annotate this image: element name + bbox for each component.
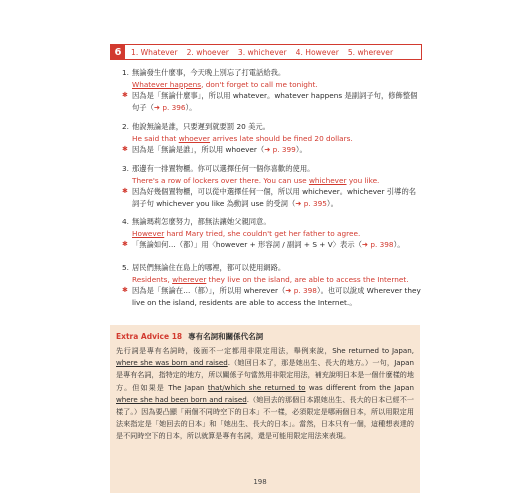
example-5	[122, 262, 422, 308]
english-sentence: Whatever happens, don't forget to call me tonight.	[132, 79, 318, 89]
english-sentence: There's a row of lockers over there. You can use whichever you like.	[132, 175, 380, 185]
answer-underline: Whatever happens	[132, 79, 202, 89]
example-2	[122, 121, 422, 156]
chinese-sentence: 無論瑪莉怎麼努力，都無法讓她父親同意。	[132, 217, 271, 226]
example-number: 5.	[122, 263, 129, 272]
answer-underline: whichever	[308, 175, 347, 185]
chinese-sentence: 無論發生什麼事，今天晚上別忘了打電話給我。	[132, 68, 286, 77]
example-number: 4.	[122, 217, 129, 226]
explanation-note: ✱ 因為好幾個置物櫃，可以從中選擇任何一個，所以用 whichever。whichever 引導的名詞子句 whichever you like 為動詞 use 的受詞（➜ p. 395）。	[122, 187, 417, 208]
english-sentence: However hard Mary tried, she couldn't get her father to agree.	[132, 228, 361, 238]
answer-underline: whoever	[178, 133, 211, 143]
chinese-sentence: 居民們無論住在島上的哪裡，都可以使用網路。	[132, 263, 286, 272]
example-number: 3.	[122, 164, 129, 173]
answer-options-box	[110, 44, 422, 60]
advice-body: 先行詞是專有名詞時，後面不一定都用非限定用法，舉例來說，She returned to Japan, where she was born and raised.（她回日本了，那是她出生、長大的地方。）一句，Japan 是專有名詞，指特定的地方，所以關係子句當然用非限定用法，補充說明日本是一個什麼樣的地方。但如果是 The Japan that/which she returned to was different from the Japan where she had been born and raised.（她回去的那個日本跟她出生、長大的日本已經不一樣了。）因為要凸顯「兩個不同時空下的日本」不一樣，必須限定是哪兩個日本，所以用限定用法來指定是「她回去的日本」和「她出生、長大的日本」。當然，日本只有一個，這種想表達的是不同時空下的日本，所以就算是專有名詞，還是可能用限定用法來表現。	[116, 346, 414, 441]
answer-underline: However	[132, 228, 165, 238]
english-sentence: He said that whoever arrives late should be fined 20 dollars.	[132, 133, 353, 143]
option-2: 2. whoever	[186, 47, 229, 57]
option-5: 5. wherever	[347, 47, 394, 57]
chinese-sentence: 他說無論是誰，只要遲到就要罰 20 美元。	[132, 122, 270, 131]
advice-label: Extra Advice 18	[116, 331, 183, 341]
option-1: 1. Whatever	[131, 47, 178, 57]
advice-header	[116, 329, 414, 343]
note-star-icon: ✱	[122, 240, 128, 248]
explanation-note: ✱ 因為是「無論是誰」，所以用 whoever（➜ p. 399）。	[122, 145, 307, 154]
page-number: 198	[253, 478, 267, 486]
explanation-note: ✱ 「無論如何…（都）」用〈however + 形容詞 / 副詞 + S + V〉表示（➜ p. 398）。	[122, 240, 405, 249]
page-reference: ➜ p. 399	[264, 145, 296, 154]
example-1	[122, 67, 422, 113]
english-sentence: Residents, wherever they live on the island, are able to access the Internet.	[132, 274, 409, 284]
exercise-number-badge: 6	[111, 45, 125, 59]
option-3: 3. whichever	[237, 47, 287, 57]
advice-title: 專有名詞和關係代名詞	[188, 331, 264, 341]
note-star-icon: ✱	[122, 286, 128, 294]
chinese-sentence: 那邊有一排置物櫃。你可以選擇任何一個你喜歡的使用。	[132, 164, 315, 173]
example-number: 1.	[122, 68, 129, 77]
page-reference: ➜ p. 398	[285, 286, 317, 295]
option-4: 4. However	[295, 47, 339, 57]
answer-underline: wherever	[172, 274, 207, 284]
example-4	[122, 216, 422, 251]
example-3	[122, 163, 422, 209]
note-star-icon: ✱	[122, 187, 128, 195]
example-number: 2.	[122, 122, 129, 131]
note-star-icon: ✱	[122, 91, 128, 99]
page-reference: ➜ p. 398	[361, 240, 394, 249]
extra-advice-box	[110, 325, 420, 493]
page-reference: ➜ p. 396	[153, 102, 186, 112]
page-reference: ➜ p. 395	[295, 198, 327, 208]
explanation-note: ✱ 因為是「無論在…（都）」，所以用 wherever（➜ p. 398）。也可以說成 Wherever they live on the island, residents are able to access the Internet.。	[122, 286, 421, 307]
explanation-note: ✱ 因為是「無論什麼事」，所以用 whatever。whatever happens 是副詞子句，修飾整個句子（➜ p. 396）。	[122, 91, 418, 112]
note-star-icon: ✱	[122, 145, 128, 153]
